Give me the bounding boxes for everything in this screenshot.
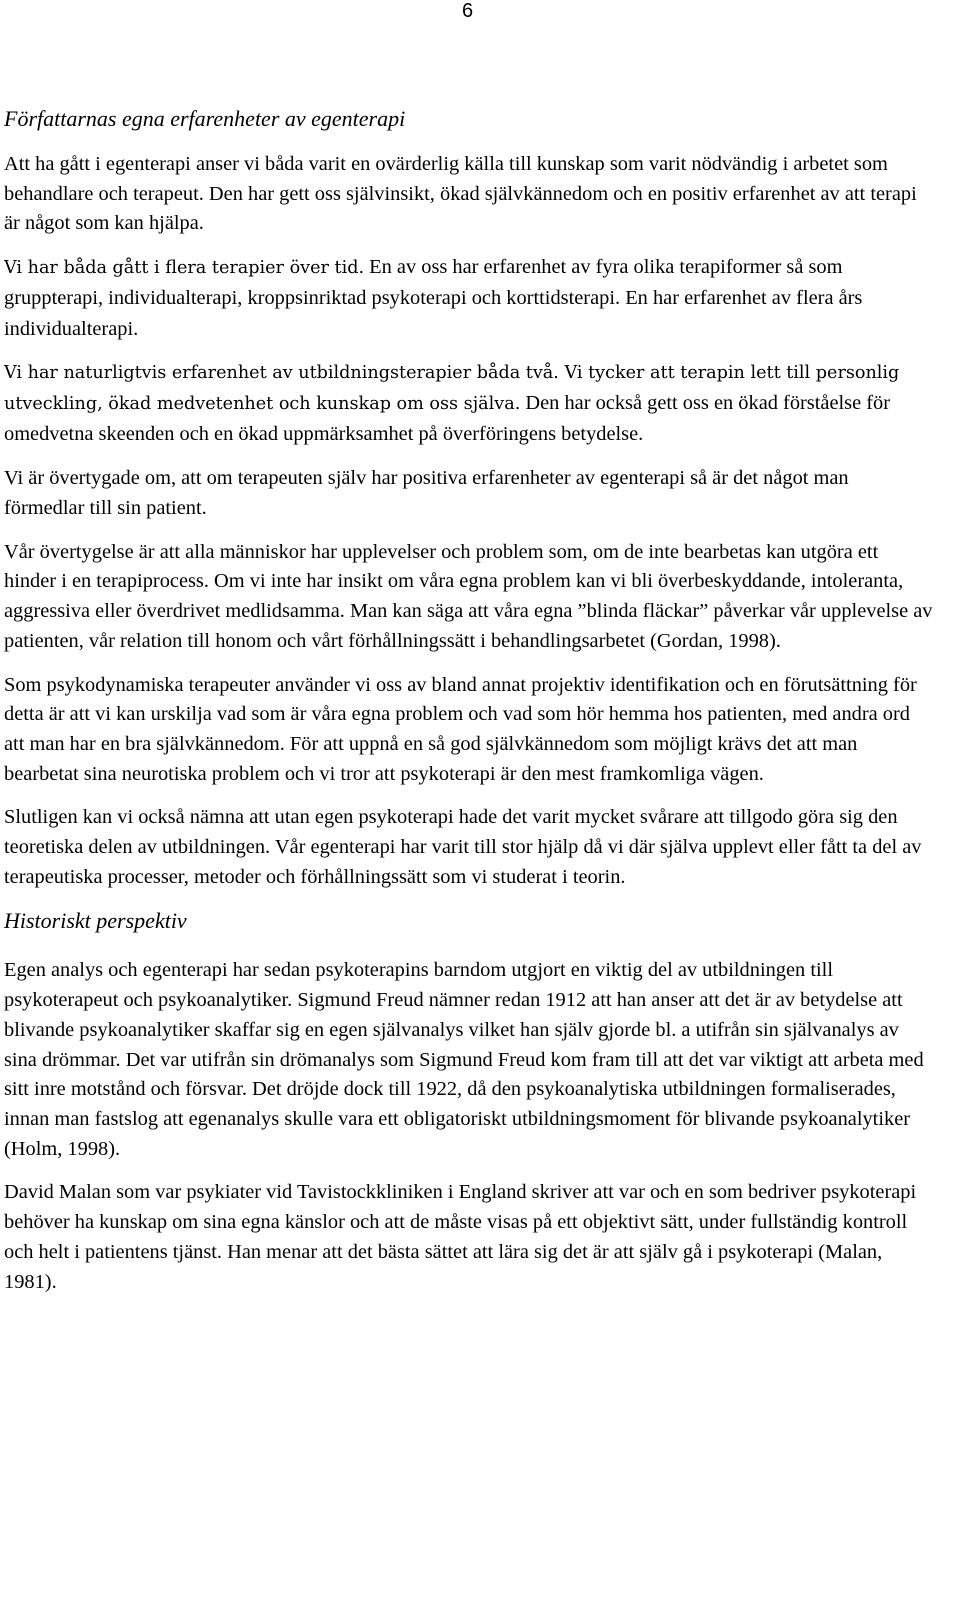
paragraph-segment: Vi tycker att terapin lett till personlig utveckling, ökad medvetenhet och kunskap om oss själva. — [4, 363, 900, 414]
paragraph-segment: Sigmund Freud nämner redan 1912 att han anser att det är av betydelse att blivande psykoanalytiker skaffar sig en egen självanalys vilket han själv gjorde bl. a utifrån sin självanalys av sina drömmar. — [4, 989, 903, 1071]
paragraph — [4, 253, 934, 345]
paragraph — [4, 1178, 934, 1297]
paragraph-segment: Det dröjde dock till 1922, då den psykoanalytiska utbildningen formaliserades, innan man fastslog att egenanalys skulle vara ett obligatoriskt utbildningsmoment för blivande psykoanalytiker (Holm, 1998). — [4, 1078, 911, 1160]
paragraph-segment: Det var utifrån sin drömanalys som Sigmund Freud kom fram till att det var viktigt att arbeta med sitt inre motstånd och försvar. — [4, 1048, 924, 1101]
paragraph — [4, 359, 934, 450]
paragraph: Som psykodynamiska terapeuter använder vi oss av bland annat projektiv identifikation och en förutsättning för detta är att vi kan urskilja vad som är våra egna problem och vad som hör hemma hos patienten, med andra ord att man har en bra självkännedom. För att uppnå en så god självkännedom som möjligt krävs det att man bearbetat sina neurotiska problem och vi tror att psykoterapi är den mest framkomliga vägen. — [4, 673, 917, 785]
paragraph-segment: Vi har båda gått i flera terapier över tid. — [4, 258, 365, 279]
paragraph-segment: Den har också gett oss en ökad förståelse för omedvetna skeenden och en ökad uppmärksamhet på överföringens betydelse. — [4, 391, 891, 445]
section-own-experiences — [4, 104, 934, 892]
paragraph-segment: En av oss har erfarenhet av fyra olika terapiformer så som gruppterapi, individualterapi, kroppsinriktad psykoterapi och korttidsterapi. En har erfarenhet av flera års individualterapi. — [4, 256, 863, 340]
paragraph: Att ha gått i egenterapi anser vi båda varit en ovärderlig källa till kunskap som varit nödvändig i arbetet som behandlare och terapeut. Den har gett oss självinsikt, ökad självkännedom och en positiv erfarenhet av att terapi är något som kan hjälpa. — [4, 153, 917, 235]
paragraph-segment: Han menar att det bästa sättet att lära sig det är att själv gå i psykoterapi (Malan, 1981). — [4, 1240, 883, 1293]
page-number: 6 — [462, 0, 474, 22]
section-heading: Historiskt perspektiv — [4, 908, 187, 934]
paragraph-segment: David Malan som var psykiater vid Tavistockkliniken i England skriver att var och en som bedriver psykoterapi behöver ha kunskap om sina egna känslor och att de måste visas på ett objektivt sätt, under fullständig kontroll och helt i patientens tjänst. — [4, 1181, 917, 1263]
paragraph: Vi är övertygade om, att om terapeuten själv har positiva erfarenheter av egenterapi så är det något man förmedlar till sin patient. — [4, 467, 849, 520]
paragraph: Vår övertygelse är att alla människor har upplevelser och problem som, om de inte bearbetas kan utgöra ett hinder i en terapiprocess. Om vi inte har insikt om våra egna problem kan vi bli överbeskyddande, intoleranta, aggressiva eller överdrivet medlidsamma. Man kan säga att våra egna ”blinda fläckar” påverkar vår upplevelse av patienten, vår relation till honom och vårt förhållningssätt i behandlingsarbetet (Gordan, 1998). — [4, 540, 933, 652]
paragraph — [4, 956, 934, 1164]
paragraph-segment: Vår egenterapi har varit till stor hjälp då vi där själva upplevt eller fått ta del av terapeutiska processer, metoder och förhållningssätt som vi studerat i teorin. — [4, 836, 922, 888]
document-body — [4, 104, 934, 1311]
paragraph-segment: Egen analys och egenterapi har sedan psykoterapins barndom utgjort en viktig del av utbildningen till psykoterapeut och psykoanalytiker. — [4, 959, 834, 1012]
section-historical-perspective — [4, 906, 934, 1297]
section-heading: Författarnas egna erfarenheter av egenterapi — [4, 106, 406, 131]
paragraph-segment: Slutligen kan vi också nämna att utan egen psykoterapi hade det varit mycket svårare att tillgodo göra sig den teoretiska delen av utbildningen. — [4, 806, 898, 859]
paragraph — [4, 803, 934, 892]
paragraph-segment: Vi har naturligtvis erfarenhet av utbildningsterapier båda två. — [4, 363, 559, 384]
